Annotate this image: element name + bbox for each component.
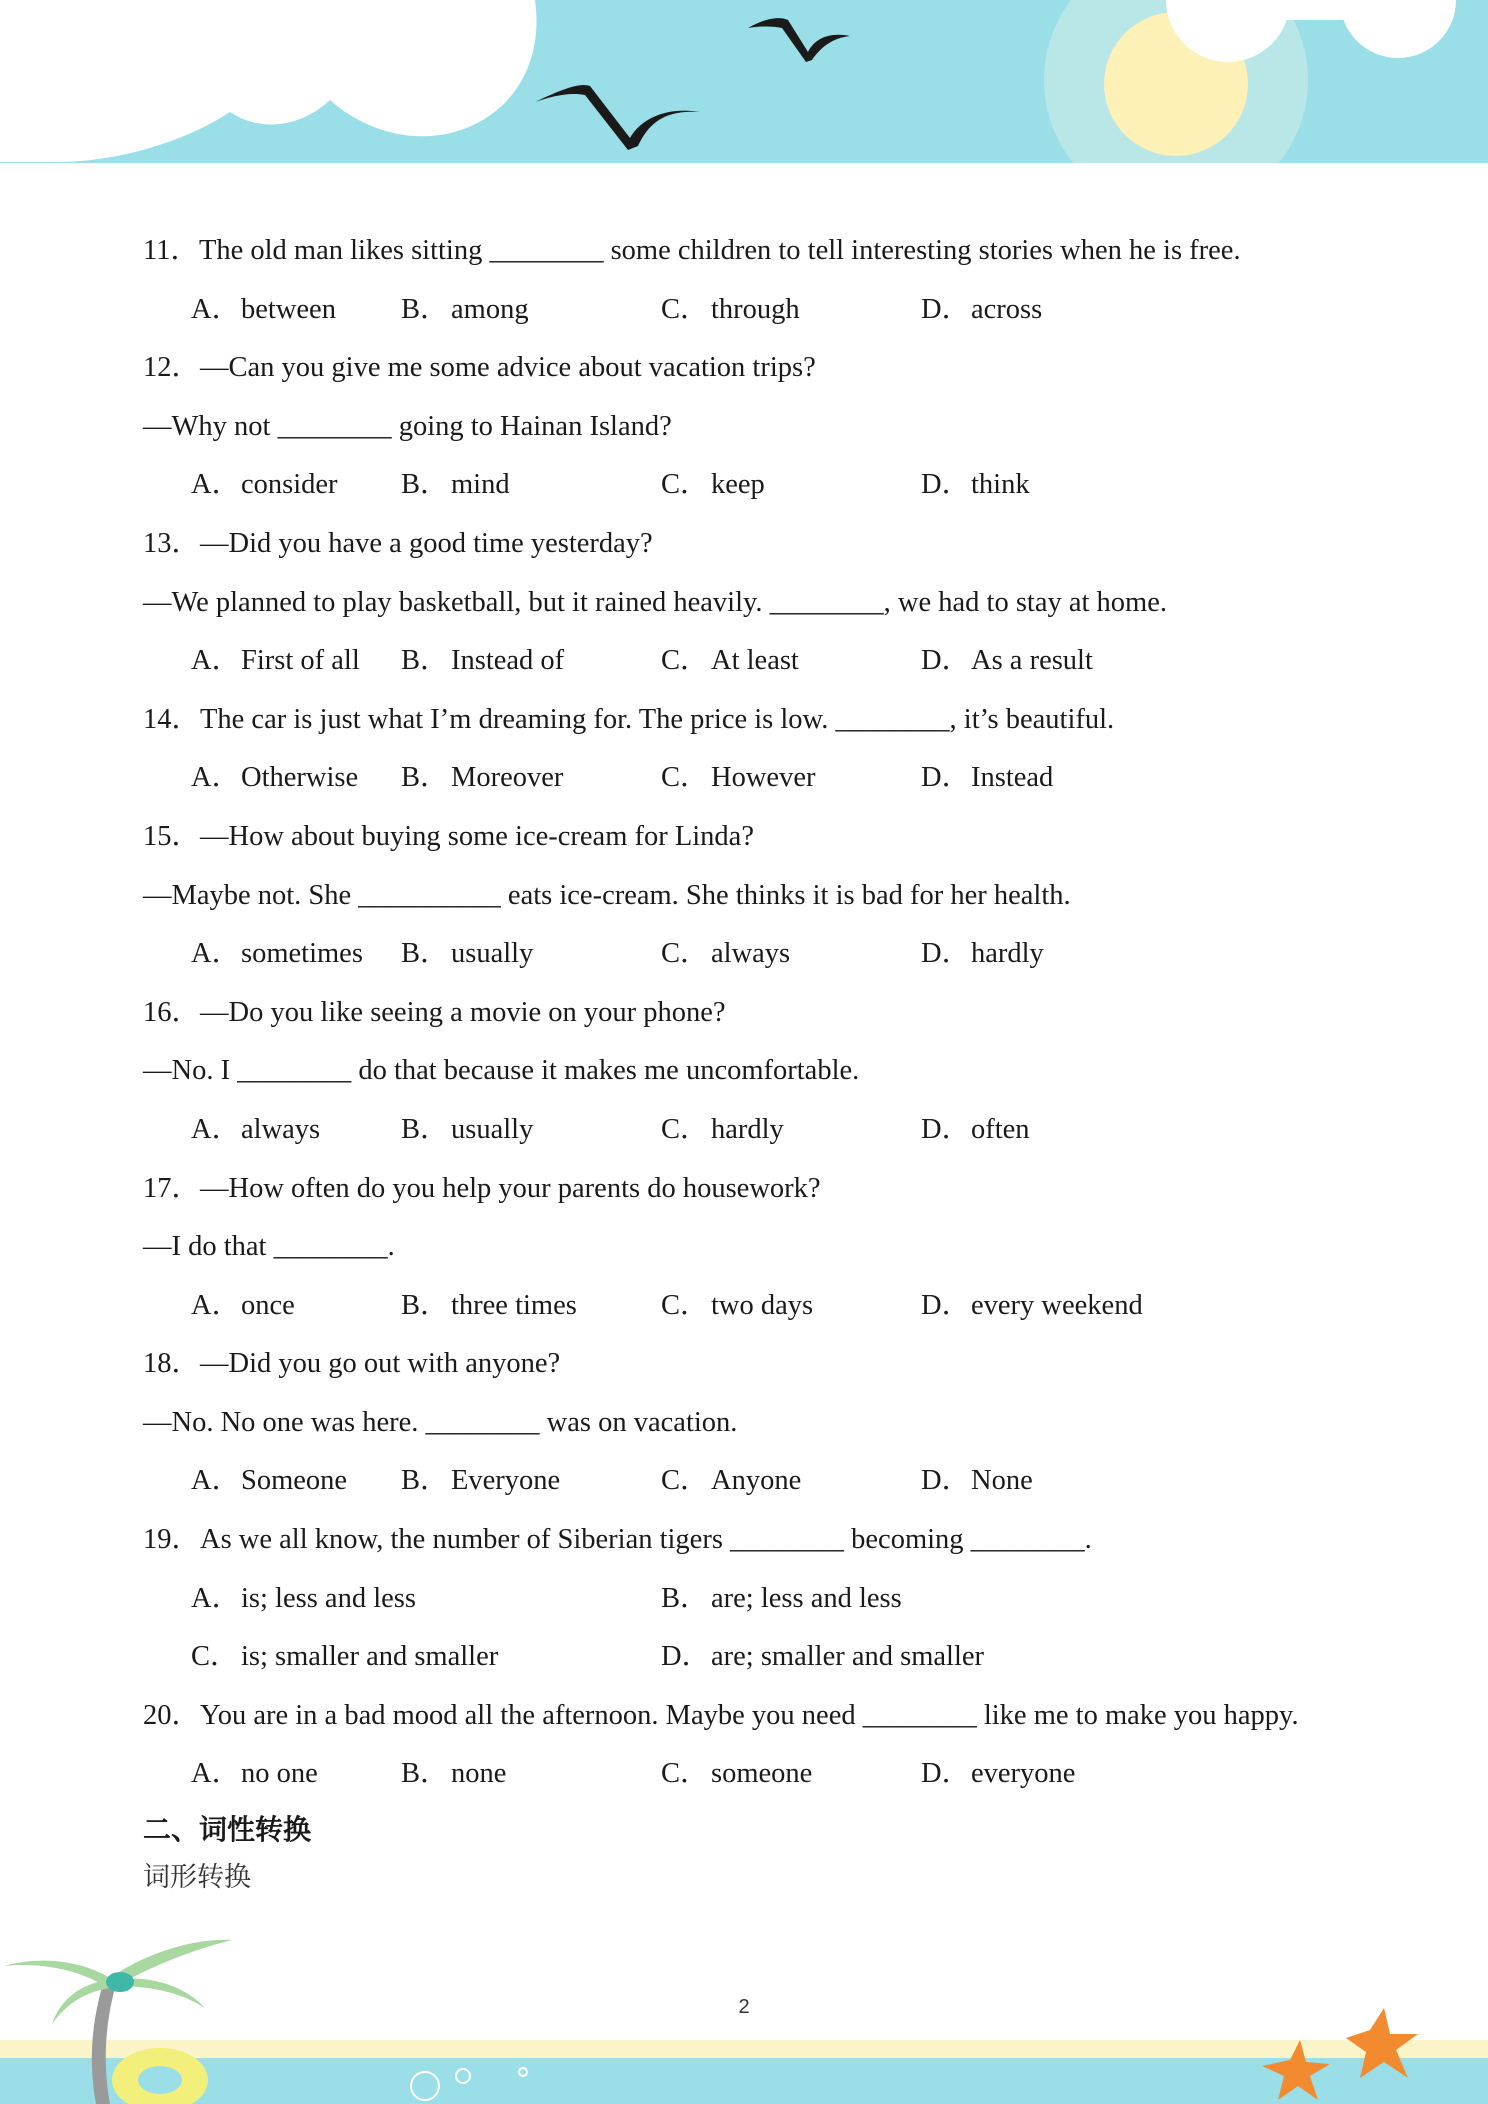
option-b[interactable]: B．mind	[401, 469, 510, 501]
answer-options	[143, 456, 1373, 515]
question-15	[143, 808, 1373, 984]
question-stem: 19．As we all know, the number of Siberian tigers ________ becoming ________.	[143, 1524, 1092, 1556]
answer-options	[143, 281, 1373, 340]
option-a[interactable]: A．consider	[191, 469, 338, 501]
option-d[interactable]: D．think	[921, 469, 1030, 501]
question-11	[143, 222, 1373, 339]
option-d[interactable]: D．every weekend	[921, 1289, 1143, 1321]
answer-options	[143, 1452, 1373, 1511]
question-stem: —Maybe not. She __________ eats ice-cream. She thinks it is bad for her health.	[143, 879, 1071, 911]
option-b[interactable]: B．usually	[401, 938, 534, 970]
page-number: 2	[738, 1996, 750, 2018]
option-c[interactable]: C．At least	[661, 645, 799, 677]
option-c[interactable]: C．Anyone	[661, 1465, 802, 1497]
option-d[interactable]: D．are; smaller and smaller	[661, 1641, 985, 1673]
option-a[interactable]: A．Otherwise	[191, 762, 359, 794]
question-stem: 13．—Did you have a good time yesterday?	[143, 527, 653, 559]
question-stem: —Why not ________ going to Hainan Island?	[143, 410, 672, 442]
question-14	[143, 691, 1373, 808]
option-c[interactable]: C．through	[661, 293, 800, 325]
worksheet-content	[143, 222, 1373, 1902]
option-a[interactable]: A．First of all	[191, 645, 360, 677]
question-stem: 18．—Did you go out with anyone?	[143, 1348, 561, 1380]
header-sky-illustration	[0, 0, 1488, 170]
answer-options	[143, 1277, 1373, 1336]
question-17	[143, 1160, 1373, 1336]
option-d[interactable]: D．As a result	[921, 645, 1093, 677]
option-a[interactable]: A．once	[191, 1289, 295, 1321]
option-a[interactable]: A．Someone	[191, 1465, 348, 1497]
option-d[interactable]: D．everyone	[921, 1758, 1076, 1790]
option-b[interactable]: B．Moreover	[401, 762, 564, 794]
sea-band	[0, 2058, 1488, 2104]
option-b[interactable]: B．are; less and less	[661, 1582, 902, 1614]
question-18	[143, 1335, 1373, 1511]
sky-bottom-edge	[0, 163, 1488, 170]
option-b[interactable]: B．usually	[401, 1113, 534, 1145]
option-d[interactable]: D．hardly	[921, 938, 1044, 970]
option-c[interactable]: C．two days	[661, 1289, 814, 1321]
answer-options	[143, 1101, 1373, 1160]
answer-options	[143, 925, 1373, 984]
option-c[interactable]: C．hardly	[661, 1113, 784, 1145]
option-b[interactable]: B．Everyone	[401, 1465, 561, 1497]
option-b[interactable]: B．none	[401, 1758, 507, 1790]
question-stem: 15．—How about buying some ice-cream for Linda?	[143, 820, 754, 852]
option-d[interactable]: D．None	[921, 1465, 1033, 1497]
question-stem: 12．—Can you give me some advice about vacation trips?	[143, 352, 816, 384]
option-a[interactable]: A．always	[191, 1113, 321, 1145]
option-c[interactable]: C．keep	[661, 469, 765, 501]
question-stem: —No. I ________ do that because it makes me uncomfortable.	[143, 1055, 860, 1087]
question-16	[143, 984, 1373, 1160]
option-d[interactable]: D．across	[921, 293, 1043, 325]
option-a[interactable]: A．between	[191, 293, 336, 325]
option-a[interactable]: A．no one	[191, 1758, 318, 1790]
answer-options	[143, 749, 1373, 808]
question-stem: —No. No one was here. ________ was on vacation.	[143, 1406, 738, 1438]
question-13	[143, 515, 1373, 691]
option-a[interactable]: A．sometimes	[191, 938, 363, 970]
section-heading: 二、词性转换	[143, 1813, 312, 1847]
question-stem: —We planned to play basketball, but it rained heavily. ________, we had to stay at home.	[143, 586, 1167, 618]
sand-band	[0, 2040, 1488, 2058]
question-19	[143, 1511, 1373, 1687]
option-b[interactable]: B．three times	[401, 1289, 577, 1321]
option-b[interactable]: B．Instead of	[401, 645, 565, 677]
question-stem: 16．—Do you like seeing a movie on your phone?	[143, 996, 726, 1028]
section-subheading: 词形转换	[143, 1862, 251, 1894]
answer-options	[143, 1745, 1373, 1804]
option-d[interactable]: D．often	[921, 1113, 1030, 1145]
option-c[interactable]: C．someone	[661, 1758, 813, 1790]
option-c[interactable]: C．However	[661, 762, 816, 794]
question-12	[143, 339, 1373, 515]
answer-options	[143, 1570, 1373, 1629]
answer-options	[143, 1628, 1373, 1687]
question-20	[143, 1687, 1373, 1804]
question-stem: 14．The car is just what I’m dreaming for. The price is low. ________, it’s beautiful.	[143, 703, 1115, 735]
option-b[interactable]: B．among	[401, 293, 529, 325]
answer-options	[143, 632, 1373, 691]
question-stem: 11．The old man likes sitting ________ some children to tell interesting stories when he is free.	[143, 235, 1241, 266]
option-d[interactable]: D．Instead	[921, 762, 1054, 794]
question-stem: 20．You are in a bad mood all the afternoon. Maybe you need ________ like me to make you happy.	[143, 1699, 1299, 1731]
option-c[interactable]: C．always	[661, 938, 791, 970]
option-a[interactable]: A．is; less and less	[191, 1582, 416, 1614]
question-stem: —I do that ________.	[143, 1231, 395, 1263]
question-stem: 17．—How often do you help your parents do housework?	[143, 1172, 821, 1204]
option-c[interactable]: C．is; smaller and smaller	[191, 1641, 499, 1673]
